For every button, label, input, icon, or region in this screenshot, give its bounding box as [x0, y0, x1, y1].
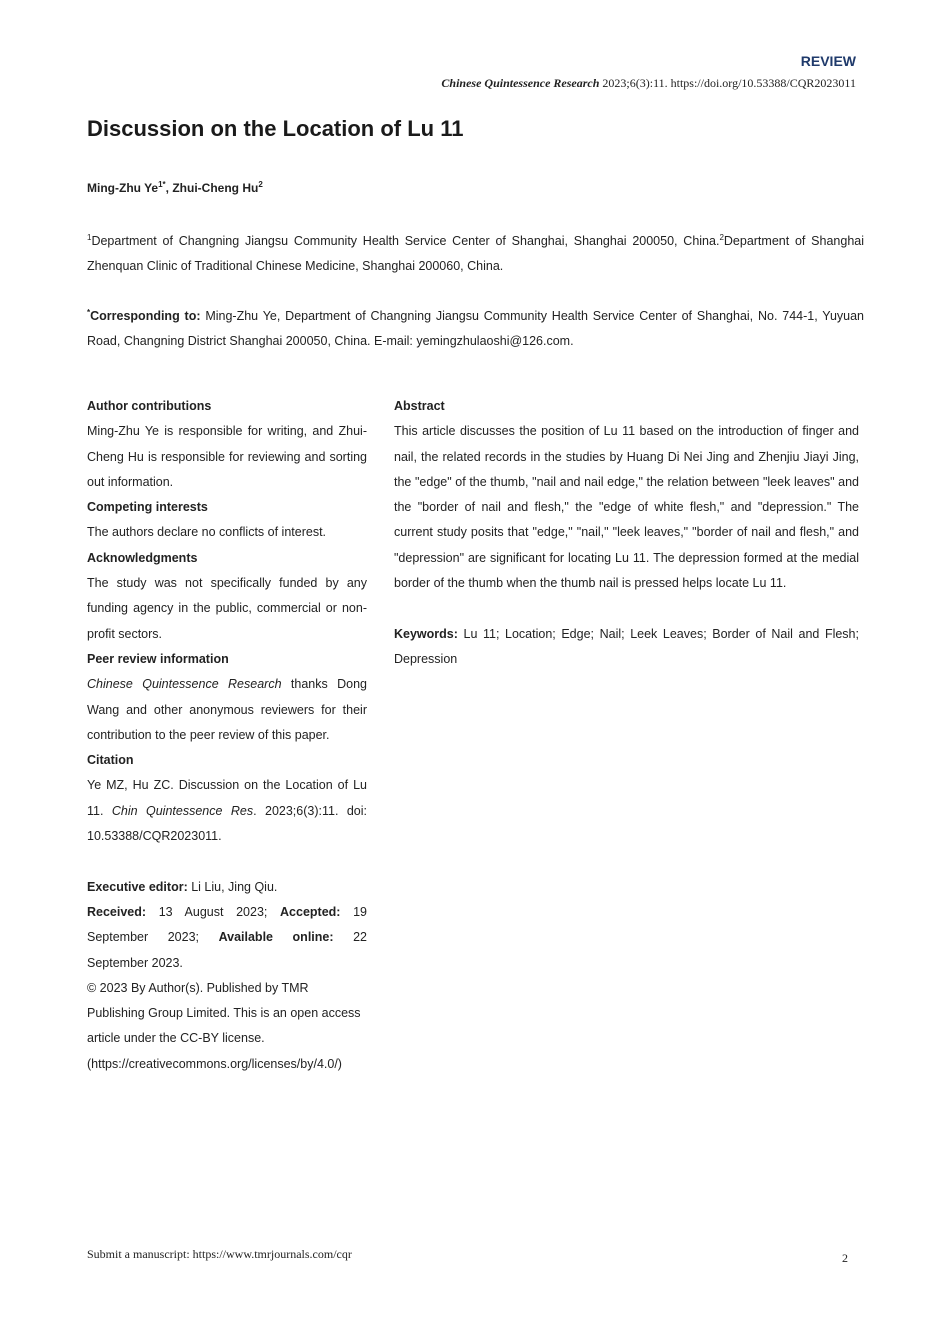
dates-block	[87, 900, 367, 976]
accepted-label: Accepted:	[280, 904, 341, 919]
accepted-text: 19 September 2023;	[87, 904, 367, 945]
article-info-column	[87, 394, 367, 1077]
executive-editor	[87, 875, 367, 900]
affil-1: Department of Changning Jiangsu Community Health Service Center of Shanghai, Shanghai 200050, China.	[91, 234, 720, 248]
spacer	[87, 849, 367, 874]
corr-label: Corresponding to:	[90, 309, 201, 323]
competing-heading: Competing interests	[87, 500, 208, 515]
contrib-text: Ming-Zhu Ye is responsible for writing, and Zhui-Cheng Hu is responsible for reviewing and sorting out information.	[87, 424, 367, 489]
journal-doi[interactable]: 2023;6(3):11. https://doi.org/10.53388/CQR2023011	[602, 76, 856, 90]
page-number: 2	[842, 1251, 848, 1265]
ack-text: The study was not specifically funded by any funding agency in the public, commercial or non-profit sectors.	[87, 576, 367, 641]
peer-text: thanks Dong Wang and other anonymous reviewers for their contribution to the peer review of this paper.	[87, 677, 367, 742]
keywords-label: Keywords:	[394, 626, 458, 641]
contrib-heading: Author contributions	[87, 399, 212, 413]
exec-text: Li Liu, Jing Qiu.	[187, 879, 278, 894]
author-2-sup: 2	[258, 180, 263, 189]
citation-block	[87, 773, 367, 849]
online-text: 22 September 2023.	[87, 930, 367, 970]
keywords-block	[394, 622, 859, 673]
corresponding-author	[87, 304, 864, 355]
abstract-heading: Abstract	[394, 399, 445, 413]
license-line-3: article under the CC-BY license.	[87, 1031, 265, 1046]
received-text: 13 August 2023;	[146, 904, 281, 919]
peer-text-block	[87, 672, 367, 748]
section-label: REVIEW	[800, 53, 856, 69]
author-1: Ming-Zhu Ye	[87, 181, 159, 195]
affil-2-num: 2	[719, 232, 724, 242]
footer-submit-link[interactable]: Submit a manuscript: https://www.tmrjournals.com/cqr	[87, 1247, 352, 1261]
affil-1-num: 1	[87, 232, 92, 242]
peer-heading: Peer review information	[87, 651, 229, 666]
ack-heading: Acknowledgments	[87, 550, 198, 565]
exec-label: Executive editor:	[87, 879, 188, 894]
article-title: Discussion on the Location of Lu 11	[87, 116, 464, 141]
spacer	[394, 596, 859, 621]
competing-text: The authors declare no conflicts of interest.	[87, 525, 327, 540]
license-line-1: © 2023 By Author(s). Published by TMR	[87, 980, 309, 995]
peer-journal: Chinese Quintessence Research	[87, 677, 282, 692]
citation-heading: Citation	[87, 753, 134, 768]
author-list	[87, 181, 263, 195]
license-link[interactable]: (https://creativecommons.org/licenses/by/4.0/)	[87, 1056, 342, 1071]
keywords-text: Lu 11; Location; Edge; Nail; Leek Leaves; Border of Nail and Flesh; Depression	[394, 626, 859, 666]
corr-mark: *	[87, 307, 91, 317]
received-label: Received:	[87, 904, 147, 919]
journal-citation-line	[441, 76, 856, 91]
abstract-column	[394, 394, 859, 672]
author-2: Zhui-Cheng Hu	[172, 181, 259, 195]
citation-pre: Ye MZ, Hu ZC. Discussion on the Location of Lu 11.	[87, 778, 367, 818]
author-1-sup: 1*	[158, 180, 166, 189]
online-label: Available online:	[218, 930, 334, 945]
citation-post: . 2023;6(3):11. doi: 10.53388/CQR2023011.	[87, 803, 367, 844]
journal-name: Chinese Quintessence Research	[441, 76, 600, 90]
affil-2: Department of Shanghai Zhenquan Clinic of Traditional Chinese Medicine, Shanghai 200060, China.	[87, 234, 864, 274]
abstract-text: This article discusses the position of Lu 11 based on the introduction of finger and nail, the related records in the studies by Huang Di Nei Jing and Zhenjiu Jiayi Jing, the "edge" of the thumb, "nail and nail edge," the relation between "leek leaves" and the "border of nail and flesh," the "edge of white flesh," and "depression." The current study posits that "edge," "nail," "leek leaves," "border of nail and flesh," and "depression" are significant for locating Lu 11. The depression formed at the medial border of the thumb when the thumb nail is pressed helps locate Lu 11.	[394, 424, 859, 591]
affiliations	[87, 229, 864, 280]
corr-text: Ming-Zhu Ye, Department of Changning Jiangsu Community Health Service Center of Shanghai, No. 744-1, Yuyuan Road, Changning District Shanghai 200050, China. E-mail: yemingzhulaoshi@126.com.	[87, 309, 865, 349]
author-separator: ,	[165, 181, 173, 195]
citation-journal: Chin Quintessence Res	[111, 803, 254, 818]
license-line-2: Publishing Group Limited. This is an open access	[87, 1006, 361, 1021]
